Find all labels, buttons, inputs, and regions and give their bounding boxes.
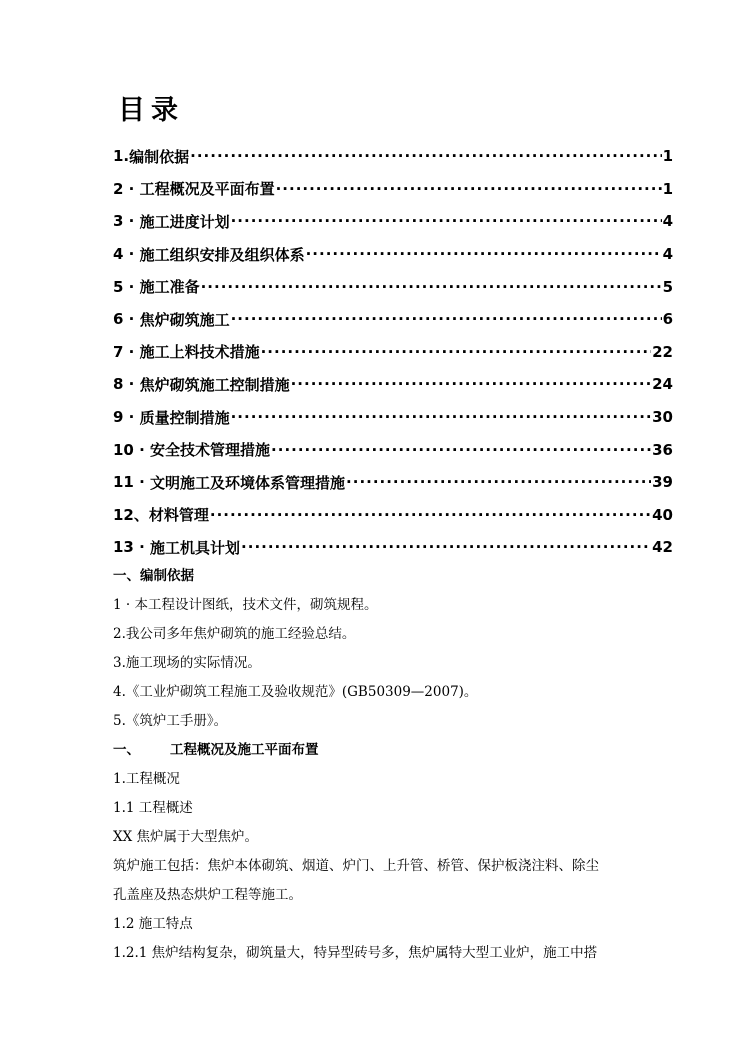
toc-entry[interactable] (113, 401, 673, 434)
toc-entry-page: 24 (652, 375, 673, 394)
toc-leader-dots (276, 180, 662, 198)
toc-entry-number: 4 · (113, 245, 140, 264)
toc-entry-label: 施工机具计划 (150, 538, 241, 557)
toc-leader-dots (271, 441, 651, 459)
toc-entry[interactable] (113, 270, 673, 303)
toc-entry[interactable] (113, 368, 673, 401)
toc-entry-number: 3 · (113, 212, 140, 231)
toc-entry-label: 安全技术管理措施 (150, 441, 271, 460)
toc-entry[interactable] (113, 499, 673, 532)
toc-entry-number: 11 · (113, 473, 151, 492)
toc-entry-page: 42 (652, 538, 673, 557)
toc-entry-label: 施工准备 (139, 278, 200, 297)
toc-leader-dots (231, 408, 652, 426)
paragraph: 4.《工业炉砌筑工程施工及验收规范》(GB50309—2007)。 (113, 684, 478, 700)
toc-entry-number: 9 · (113, 408, 140, 427)
toc-entry-number: 12、 (113, 506, 149, 525)
toc-entry-page: 4 (662, 245, 673, 264)
toc-entry-page: 1 (662, 179, 673, 198)
toc-entry-label: 焦炉砌筑施工控制措施 (139, 375, 290, 394)
toc-entry-page: 22 (652, 342, 673, 361)
paragraph: 2.我公司多年焦炉砌筑的施工经验总结。 (113, 626, 356, 642)
toc-entry-number: 7 · (113, 342, 140, 361)
toc-entry-label: 工程概况及平面布置 (139, 180, 275, 199)
paragraph: 1.1 工程概述 (113, 800, 193, 816)
paragraph: 孔盖座及热态烘炉工程等施工。 (113, 887, 302, 903)
paragraph: 1 · 本工程设计图纸，技术文件，砌筑规程。 (113, 597, 378, 613)
toc-entry-label: 焦炉砌筑施工 (139, 310, 230, 329)
toc-entry-number: 8 · (113, 375, 140, 394)
toc-title: 目录 (118, 95, 184, 126)
toc-leader-dots (306, 245, 662, 263)
toc-entry[interactable] (113, 238, 673, 271)
toc-entry-page: 30 (652, 408, 673, 427)
toc-leader-dots (346, 473, 651, 491)
section-heading-text: 工程概况及施工平面布置 (170, 742, 319, 758)
paragraph: 3.施工现场的实际情况。 (113, 655, 261, 671)
toc-leader-dots (210, 506, 651, 524)
toc-entry-page: 40 (652, 505, 673, 524)
toc-leader-dots (190, 147, 661, 165)
toc-leader-dots (261, 343, 652, 361)
toc-entry-page: 4 (662, 212, 673, 231)
toc-entry[interactable] (113, 205, 673, 238)
toc-entry-page: 6 (662, 310, 673, 329)
toc-entry-number: 6 · (113, 310, 140, 329)
toc-entry-page: 1 (662, 147, 673, 166)
toc-entry[interactable] (113, 303, 673, 336)
paragraph: 筑炉施工包括：焦炉本体砌筑、烟道、炉门、上升管、桥管、保护板浇注料、除尘 (113, 858, 599, 874)
toc-entry-number: 13 · (113, 538, 151, 557)
toc-entry[interactable] (113, 336, 673, 369)
toc-entry[interactable] (113, 466, 673, 499)
document-body (113, 562, 673, 968)
toc-entry-page: 39 (652, 473, 673, 492)
toc-leader-dots (201, 278, 662, 296)
toc-entry-label: 施工上料技术措施 (139, 343, 260, 362)
section-heading-number: 一、 (113, 742, 140, 758)
toc-entry-label: 文明施工及环境体系管理措施 (150, 473, 346, 492)
paragraph: XX 焦炉属于大型焦炉。 (113, 829, 259, 845)
toc-entry[interactable] (113, 433, 673, 466)
toc-leader-dots (291, 375, 652, 393)
section-heading: 一、编制依据 (113, 568, 194, 584)
toc-entry[interactable] (113, 531, 673, 564)
toc-leader-dots (241, 538, 651, 556)
toc-entry-number: 1. (113, 147, 130, 166)
toc-entry[interactable] (113, 140, 673, 173)
toc-entry-number: 10 · (113, 440, 151, 459)
toc-entry-label: 质量控制措施 (139, 408, 230, 427)
toc-entry[interactable] (113, 173, 673, 206)
table-of-contents (113, 140, 673, 564)
toc-entry-page: 5 (662, 277, 673, 296)
toc-entry-label: 编制依据 (129, 147, 190, 166)
paragraph: 1.工程概况 (113, 771, 180, 787)
toc-entry-page: 36 (652, 440, 673, 459)
toc-entry-label: 施工进度计划 (139, 212, 230, 231)
toc-leader-dots (231, 212, 662, 230)
toc-entry-label: 施工组织安排及组织体系 (139, 245, 305, 264)
paragraph: 1.2 施工特点 (113, 916, 193, 932)
section-heading (113, 736, 673, 765)
toc-entry-label: 材料管理 (148, 506, 209, 525)
paragraph: 1.2.1 焦炉结构复杂，砌筑量大，特异型砖号多，焦炉属特大型工业炉，施工中搭 (113, 945, 598, 961)
paragraph: 5.《筑炉工手册》。 (113, 713, 228, 729)
toc-entry-number: 5 · (113, 277, 140, 296)
toc-leader-dots (231, 310, 662, 328)
toc-entry-number: 2 · (113, 179, 140, 198)
